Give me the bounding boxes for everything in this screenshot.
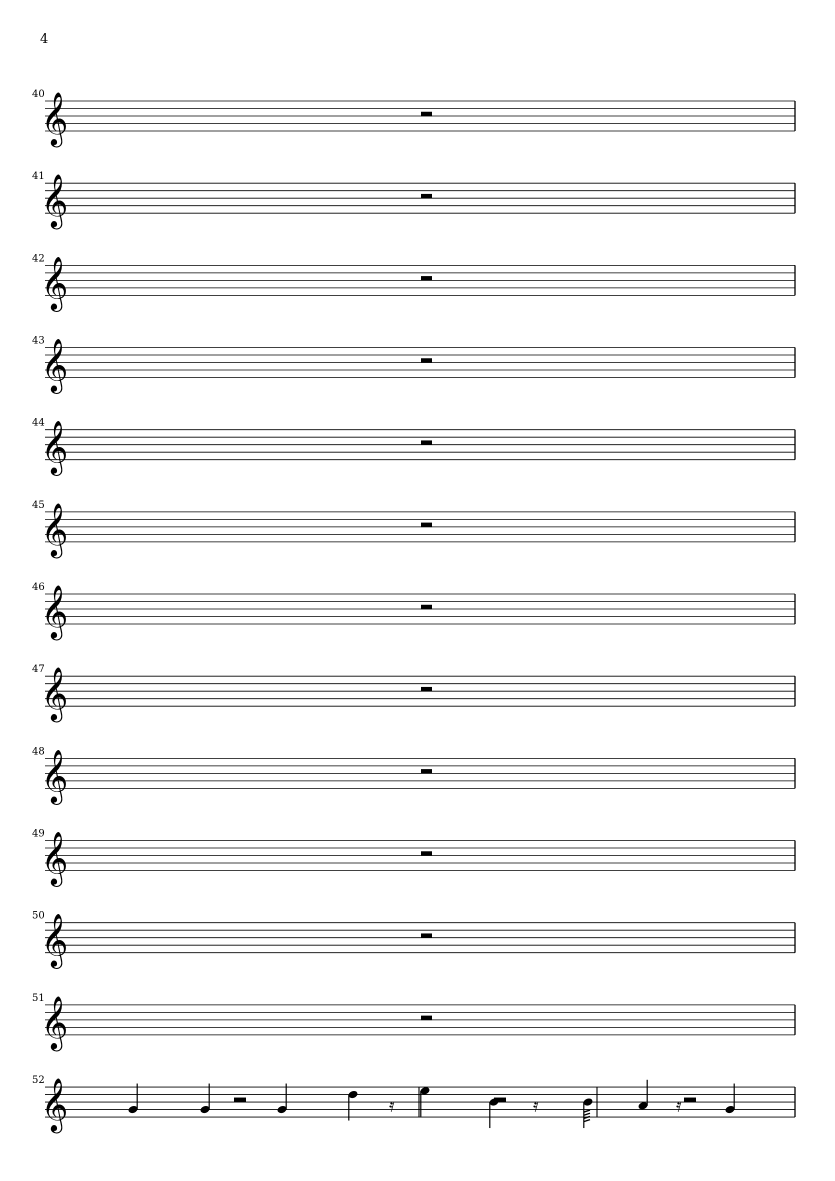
whole-rest [421, 358, 432, 363]
measure-number: 43 [32, 335, 45, 347]
whole-rest [421, 769, 432, 774]
treble-clef-icon: 𝄞 [41, 91, 69, 145]
whole-rest [421, 276, 432, 281]
treble-clef-icon: 𝄞 [41, 584, 69, 639]
measure-number: 47 [32, 664, 45, 676]
treble-clef-icon: 𝄞 [41, 748, 69, 803]
measure-number: 42 [32, 253, 45, 265]
treble-clef-icon: 𝄞 [41, 419, 69, 474]
treble-clef-icon: 𝄞 [41, 666, 69, 721]
measure-number: 50 [32, 910, 45, 922]
note-flag [584, 1110, 590, 1112]
whole-rest [421, 933, 432, 938]
whole-rest [421, 851, 432, 856]
whole-rest [421, 194, 432, 199]
whole-rest [421, 440, 432, 445]
treble-clef-icon: 𝄞 [41, 255, 69, 310]
measure-number: 48 [32, 746, 45, 758]
treble-clef-icon: 𝄞 [41, 173, 69, 228]
treble-clef-icon: 𝄞 [41, 912, 69, 967]
measure-number: 41 [32, 171, 45, 183]
rest-64th-rest: 𝄿 [389, 1095, 395, 1117]
measure-number: 51 [32, 992, 45, 1004]
whole-rest [421, 523, 432, 528]
whole-rest [421, 687, 432, 692]
rest-16th-rest: 𝄿 [676, 1095, 682, 1117]
treble-clef-icon: 𝄞 [41, 830, 69, 885]
measure-number: 49 [32, 828, 45, 840]
half-rest [494, 1098, 506, 1103]
treble-clef-icon: 𝄞 [41, 337, 69, 392]
half-rest [684, 1098, 696, 1103]
measure-number: 52 [32, 1075, 45, 1087]
whole-rest [421, 112, 432, 117]
half-rest [234, 1098, 246, 1103]
measure-number: 44 [32, 417, 45, 429]
measure-number: 40 [32, 89, 45, 100]
note-flag [584, 1113, 590, 1115]
treble-clef-icon: 𝄞 [41, 501, 69, 556]
note-flag [584, 1120, 590, 1122]
treble-clef-icon: 𝄞 [41, 1077, 69, 1132]
treble-clef-icon: 𝄞 [41, 994, 69, 1049]
measure-number: 45 [32, 499, 45, 511]
measure-number: 46 [32, 582, 45, 594]
whole-rest [421, 1016, 432, 1021]
rest-16th-rest: 𝄿 [533, 1095, 539, 1117]
whole-rest [421, 605, 432, 610]
page-number: 4 [40, 32, 49, 47]
